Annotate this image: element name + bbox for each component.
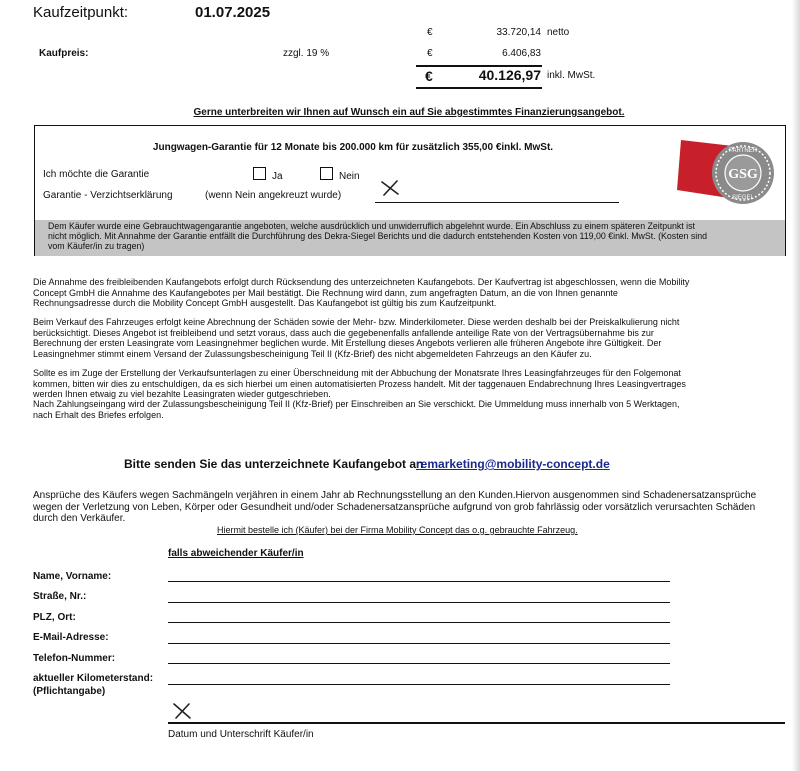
field-label-city: PLZ, Ort: bbox=[33, 612, 76, 623]
netto-label: netto bbox=[547, 27, 570, 38]
total-value: 40.126,97 bbox=[478, 67, 541, 83]
kaufpreis-label: Kaufpreis: bbox=[39, 48, 89, 59]
order-statement: Hiermit bestelle ich (Käufer) bei der Firma Mobility Concept das o.g. gebrauchte Fahrzeug. bbox=[217, 525, 578, 535]
field-label-phone: Telefon-Nummer: bbox=[33, 653, 116, 664]
financing-note: Gerne unterbreiten wir Ihnen auf Wunsch ein auf Sie abgestimmtes Finanzierungsangebot. bbox=[193, 107, 625, 118]
gsg-partner-seal-icon bbox=[675, 136, 781, 208]
waiver-signature-x-icon bbox=[380, 180, 400, 196]
kaufzeitpunkt-value: 01.07.2025 bbox=[195, 4, 271, 21]
currency-symbol: € bbox=[425, 68, 433, 84]
paragraph-registration: Nach Zahlungseingang wird der Zulassungsbescheinigung Teil II (Kfz-Brief) per Einschreiben an Sie verschickt. Die Ummeldung muss innerhalb von 5 Werktagen, nach Erhalt des Briefes erfolgen. bbox=[33, 399, 680, 420]
kaufzeitpunkt-label: Kaufzeitpunkt: bbox=[33, 4, 129, 21]
tax-value: 6.406,83 bbox=[502, 48, 541, 59]
field-input-street[interactable] bbox=[168, 602, 670, 603]
waiver-hint: (wenn Nein angekreuzt wurde) bbox=[205, 190, 342, 201]
field-input-phone[interactable] bbox=[168, 663, 670, 664]
tax-label: zzgl. 19 % bbox=[283, 48, 330, 59]
guarantee-want-label: Ich möchte die Garantie bbox=[43, 169, 150, 180]
netto-value: 33.720,14 bbox=[496, 27, 541, 38]
guarantee-title: Jungwagen-Garantie für 12 Monate bis 200.000 km für zusätzlich 355,00 €inkl. MwSt. bbox=[152, 142, 554, 153]
guarantee-no-checkbox[interactable] bbox=[320, 167, 333, 180]
field-label-name: Name, Vorname: bbox=[33, 571, 112, 582]
total-label: inkl. MwSt. bbox=[547, 70, 596, 81]
field-input-email[interactable] bbox=[168, 643, 670, 644]
guarantee-gray-note-bg bbox=[35, 220, 785, 256]
guarantee-yes-label: Ja bbox=[272, 171, 283, 182]
field-input-city[interactable] bbox=[168, 622, 670, 623]
field-label-street: Straße, Nr.: bbox=[33, 591, 87, 602]
field-label-mileage: aktueller Kilometerstand: bbox=[33, 673, 154, 684]
send-request-email-link[interactable]: remarketing@mobility-concept.de bbox=[416, 457, 610, 471]
total-rule-bottom bbox=[416, 87, 542, 89]
guarantee-yes-checkbox[interactable] bbox=[253, 167, 266, 180]
field-label-mileage-note: (Pflichtangabe) bbox=[33, 686, 106, 697]
buyer-signature-line[interactable] bbox=[168, 722, 785, 724]
signature-label: Datum und Unterschrift Käufer/in bbox=[168, 729, 314, 740]
claims-text: Ansprüche des Käufers wegen Sachmängeln verjähren in einem Jahr ab Rechnungsstellung an den Kunden.Hiervon ausgenommen sind Schadenersatzansprüche wegen der Verletzung von Leben, Körper oder Gesundheit und/oder Schadenersatzansprüche aufgrund von grob fahrlässig oder vorsätzlich verursachten Schäden durch den Verkäufer. bbox=[33, 490, 757, 524]
field-input-name[interactable] bbox=[168, 581, 670, 582]
guarantee-no-label: Nein bbox=[339, 171, 360, 182]
seal-mid-text: GSG bbox=[728, 167, 758, 182]
currency-symbol: € bbox=[427, 27, 433, 38]
guarantee-gray-note: Dem Käufer wurde eine Gebrauchtwagengarantie angeboten, welche ausdrücklich und unwiderruflich abgelehnt wurde. Ein Abschluss zu einem späteren Zeitpunkt ist nicht möglich. Mit Annahme der Garantie entfällt die Durchführung des Dekra-Siegel Berichts und die dadurch entstehenden Kosten von 119,00 €inkl. MwSt. (Kosten sind vom Käufer/in zu tragen) bbox=[48, 221, 708, 251]
seal-bottom-text: SIEGEL bbox=[732, 195, 754, 201]
currency-symbol: € bbox=[427, 48, 433, 59]
buyer-form-heading: falls abweichender Käufer/in bbox=[168, 548, 304, 559]
guarantee-box bbox=[34, 125, 786, 256]
paragraph-damages: Beim Verkauf des Fahrzeuges erfolgt keine Abrechnung der Schäden sowie der Mehr- bzw. Minderkilometer. Diese werden deshalb bei der Preiskalkulierung nicht berücksichtigt. Dieses Angebot ist freibleibend und setzt voraus, dass auch die gegebenenfalls anfallende anteilige Rate von der Vertragsübernahme bis zur Berechnung der ersten Leasingrate vom Leasingnehmer beglichen wurde. Mit Erstellung dieses Angebots verlieren alle früheren Angebote ihre Gültigkeit. Der Leasingnehmer stimmt einem Versand der Zulassungsbescheinigung Teil II (Kfz-Brief) des nicht abgemeldeten Fahrzeugs an den Käufer zu. bbox=[33, 317, 680, 359]
seal-top-text: PARTNER bbox=[728, 148, 758, 154]
field-input-mileage[interactable] bbox=[168, 684, 670, 685]
paragraph-acceptance: Die Annahme des freibleibenden Kaufangebots erfolgt durch Rücksendung des unterzeichneten Kaufangebots. Der Kaufvertrag ist abgeschlossen, wenn die Mobility Concept GmbH die Annahme des Kaufangebotes per Mail bestätigt. Die Rechnung wird dann, zum angefragten Datum, an die von Ihnen genannte Rechnungsadresse durch die Mobility Concept GmbH ausgestellt. Das Kaufangebot ist gültig bis zum Kaufzeitpunkt. bbox=[33, 277, 690, 309]
field-label-email: E-Mail-Adresse: bbox=[33, 632, 109, 643]
waiver-label: Garantie - Verzichtserklärung bbox=[43, 190, 173, 201]
send-request-text: Bitte senden Sie das unterzeichnete Kaufangebot an bbox=[124, 457, 424, 471]
paragraph-overlap: Sollte es im Zuge der Erstellung der Verkaufsunterlagen zu einer Überschneidung mit der Abbuchung der Monatsrate Ihres Leasingfahrzeuges für den Folgemonat kommen, bitten wir dies zu entschuldigen, da es sich hierbei um einen automatisierten Prozess handelt. Mit der taggenauen Endabrechnung Ihres Leasingvertrages werden Ihnen etwaig zu viel bezahlte Leasingraten wieder gutgeschrieben. bbox=[33, 368, 686, 400]
buyer-signature-x-icon bbox=[172, 702, 192, 720]
waiver-signature-line[interactable] bbox=[375, 202, 619, 203]
